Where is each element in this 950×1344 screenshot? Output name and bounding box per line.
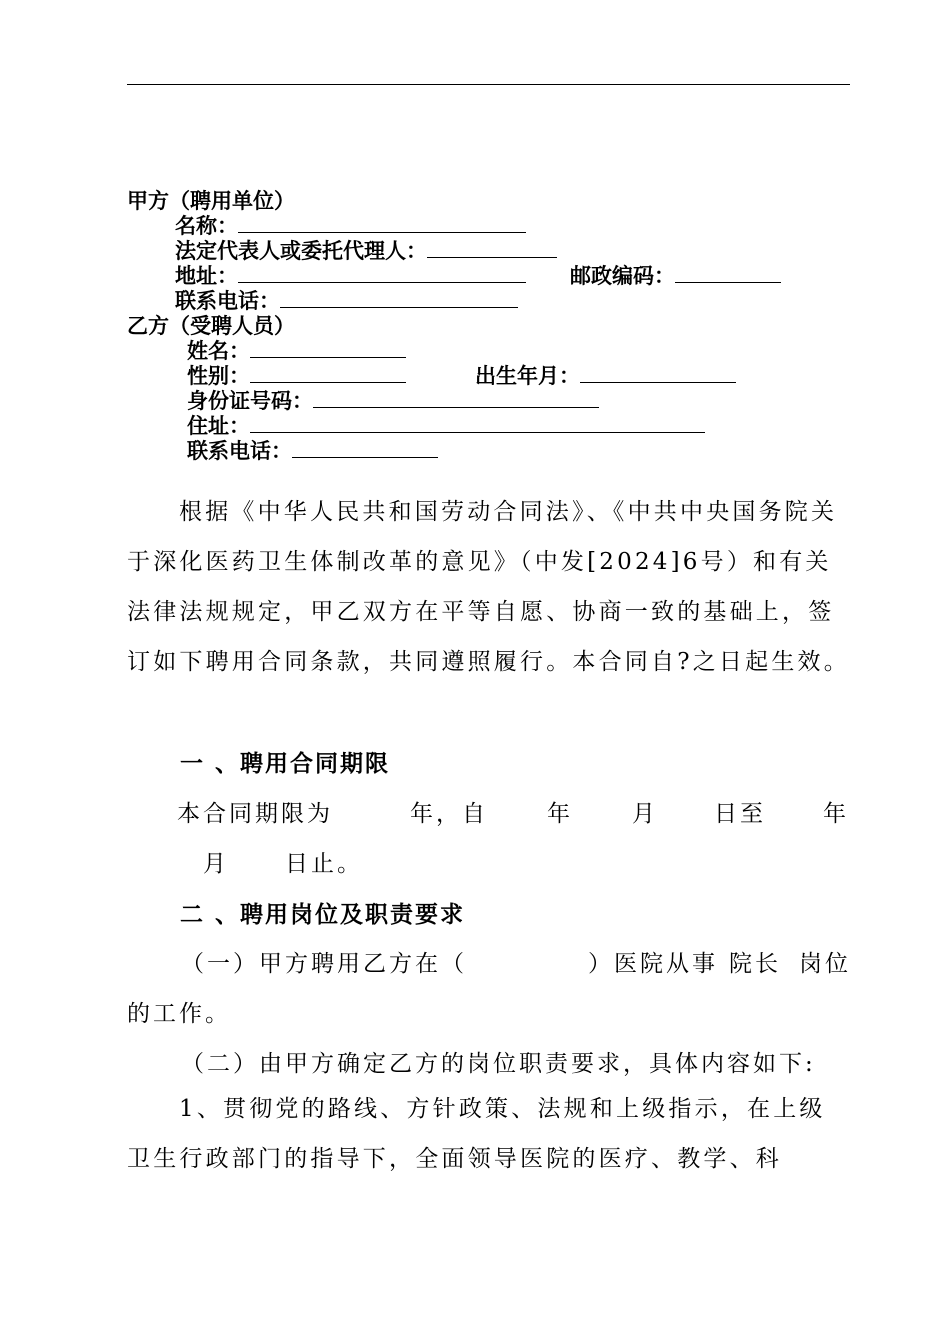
- term-start-day-to: 日至: [714, 801, 766, 827]
- party-b-phone-label: 联系电话：: [187, 439, 292, 463]
- section-1-title: 一 、聘用合同期限: [180, 751, 391, 777]
- intro-paragraph: 根据《中华人民共和国劳动合同法》、《中共中央国务院关于深化医药卫生体制改革的意见》（中发[2024]6号）和有关法律法规规定，甲乙双方在平等自愿、协商一致的基础上，签订如下聘用合同条款，共同遵照履行。本合同自?之日起生效。: [127, 499, 850, 675]
- party-a-postcode-field[interactable]: [675, 264, 781, 283]
- party-b-gender-row: [187, 364, 406, 388]
- party-a-name-label: 名称：: [175, 214, 238, 238]
- party-a-name-row: [175, 214, 526, 238]
- party-b-name-label: 姓名：: [187, 339, 250, 363]
- term-label: 本合同期限为: [177, 801, 333, 827]
- party-a-rep-row: [175, 239, 557, 263]
- party-a-phone-label: 联系电话：: [175, 289, 280, 313]
- party-b-address-label: 住址：: [187, 414, 250, 438]
- party-a-address-label: 地址：: [175, 264, 238, 288]
- header-rule: [127, 84, 850, 85]
- term-years-from: 年，自: [410, 801, 488, 827]
- party-b-id-label: 身份证号码：: [187, 389, 313, 413]
- party-b-phone-row: [187, 439, 438, 463]
- term-end-year: 年: [823, 801, 849, 827]
- party-a-address-row: [175, 264, 526, 288]
- term-start-year: 年: [547, 801, 573, 827]
- party-b-birth-row: [475, 364, 736, 388]
- party-b-id-field[interactable]: [313, 389, 599, 408]
- section-2-item1-line2: 的工作。: [127, 1001, 231, 1027]
- section-2-duty1: 1、贯彻党的路线、方针政策、法规和上级指示，在上级卫生行政部门的指导下，全面领导医院的医疗、教学、科: [127, 1096, 826, 1172]
- party-b-name-row: [187, 339, 406, 363]
- item1-post: 院长: [729, 951, 781, 977]
- section-1-term-line1: [177, 795, 850, 828]
- term-end-month: 月: [203, 851, 229, 877]
- section-1-term-line2: [203, 845, 363, 878]
- section-2-title: 二 、聘用岗位及职责要求: [180, 902, 466, 928]
- party-a-rep-field[interactable]: [427, 239, 557, 258]
- party-b-birth-field[interactable]: [580, 364, 736, 383]
- party-a-postcode-label: 邮政编码：: [570, 264, 675, 288]
- party-b-phone-field[interactable]: [292, 439, 438, 458]
- party-a-phone-row: [175, 289, 518, 313]
- party-b-name-field[interactable]: [250, 339, 406, 358]
- item1-text-a: （一）甲方聘用乙方在（: [181, 951, 467, 977]
- party-b-address-row: [187, 414, 705, 438]
- party-b-birth-label: 出生年月：: [475, 364, 580, 388]
- term-start-month: 月: [632, 801, 658, 827]
- party-a-name-field[interactable]: [238, 214, 526, 233]
- party-a-postcode-row: [570, 264, 781, 288]
- party-b-heading: 乙方（受聘人员）: [127, 314, 295, 338]
- section-2-item2: （二）由甲方确定乙方的岗位职责要求，具体内容如下:: [181, 1051, 816, 1077]
- section-2-item1-line1: [181, 945, 850, 978]
- item1-text-c: 岗位: [799, 951, 851, 977]
- party-a-address-field[interactable]: [238, 264, 526, 283]
- party-a-phone-field[interactable]: [280, 289, 518, 308]
- party-b-id-row: [187, 389, 599, 413]
- item1-text-b: ）医院从事: [588, 951, 718, 977]
- party-a-rep-label: 法定代表人或委托代理人：: [175, 239, 427, 263]
- party-b-gender-field[interactable]: [250, 364, 406, 383]
- term-end-day: 日止。: [285, 851, 363, 877]
- party-b-address-field[interactable]: [250, 414, 705, 433]
- party-b-gender-label: 性别：: [187, 364, 250, 388]
- party-a-heading: 甲方（聘用单位）: [127, 189, 295, 213]
